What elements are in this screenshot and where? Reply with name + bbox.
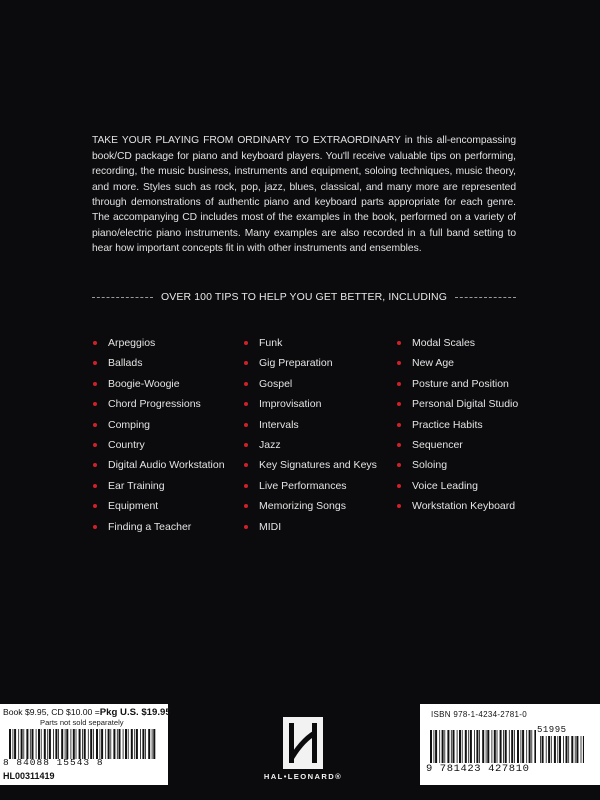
- price-line: [3, 707, 171, 718]
- bullet-icon: [244, 361, 248, 365]
- topic-label: Equipment: [108, 500, 159, 513]
- topic-item: [93, 394, 225, 414]
- isbn-digits: 9 781423 427810: [426, 763, 530, 775]
- bullet-icon: [93, 463, 97, 467]
- topic-label: Gig Preparation: [259, 357, 333, 370]
- topic-item: [93, 333, 225, 353]
- topic-label: Country: [108, 438, 145, 451]
- topic-item: [397, 476, 518, 496]
- publisher-logo: [260, 717, 346, 787]
- price-prefix: Book $9.95, CD $10.00 =: [3, 707, 100, 717]
- bullet-icon: [93, 423, 97, 427]
- topic-column-2: [244, 333, 377, 537]
- topic-label: Sequencer: [412, 438, 463, 451]
- topic-item: [244, 455, 377, 475]
- topic-label: Arpeggios: [108, 337, 156, 349]
- topic-column-1: [93, 333, 225, 537]
- topic-item: [244, 353, 377, 373]
- topic-label: Memorizing Songs: [259, 500, 346, 513]
- topic-item: [244, 333, 377, 353]
- topic-item: [93, 374, 225, 394]
- topic-item: [244, 435, 377, 455]
- divider-dash-left: [92, 297, 153, 298]
- topic-label: Posture and Position: [412, 377, 509, 390]
- topic-label: Personal Digital Studio: [412, 398, 519, 411]
- topic-item: [397, 353, 518, 373]
- isbn-addon-barcode: [540, 736, 584, 763]
- bullet-icon: [93, 361, 97, 365]
- topic-label: MIDI: [259, 520, 282, 533]
- topic-item: [244, 496, 377, 516]
- bullet-icon: [93, 443, 97, 447]
- upc-digits: 8 84088 15543 8: [3, 757, 104, 768]
- topic-label: Gospel: [259, 377, 293, 390]
- tips-heading: OVER 100 TIPS TO HELP YOU GET BETTER, INCLUDING: [161, 291, 447, 303]
- topic-item: [397, 496, 518, 516]
- topic-label: Finding a Teacher: [108, 520, 192, 533]
- topic-item: [93, 517, 225, 537]
- bullet-icon: [93, 382, 97, 386]
- topic-label: Digital Audio Workstation: [108, 459, 225, 472]
- topic-item: [93, 415, 225, 435]
- divider-dash-right: [455, 297, 516, 298]
- topic-item: [397, 455, 518, 475]
- bullet-icon: [93, 525, 97, 529]
- intro-paragraph: TAKE YOUR PLAYING FROM ORDINARY TO EXTRAORDINARY in this all-encompassing book/CD package for piano and keyboard players. You'll receive valuable tips on performing, recording, the music business, instruments and equipment, soloing techniques, music theory, and more. Styles such as rock, pop, jazz, blues, classical, and many more are represented through demonstrations of authentic piano and keyboard parts appropriate for each genre. The accompanying CD includes most of the examples in the book, performed on a variety of piano/electric piano instruments. Many examples are also recorded in a full band setting to hear how important concepts fit in with other instruments and ensembles.: [92, 135, 516, 255]
- bullet-icon: [244, 402, 248, 406]
- logo-text: HAL•LEONARD®: [263, 772, 343, 781]
- topic-item: [244, 374, 377, 394]
- topic-label: New Age: [412, 357, 455, 370]
- bullet-icon: [397, 504, 401, 508]
- topic-item: [244, 415, 377, 435]
- topic-label: Jazz: [259, 438, 281, 451]
- bullet-icon: [244, 382, 248, 386]
- topic-item: [397, 435, 518, 455]
- tips-divider: [92, 291, 516, 303]
- topic-item: [244, 476, 377, 496]
- topic-label: Practice Habits: [412, 418, 483, 431]
- topic-item: [397, 415, 518, 435]
- bullet-icon: [93, 402, 97, 406]
- price-note: Parts not sold separately: [40, 718, 124, 727]
- topic-item: [93, 476, 225, 496]
- bullet-icon: [93, 484, 97, 488]
- price-box: [0, 704, 171, 785]
- topic-item: [93, 353, 225, 373]
- topic-item: [397, 374, 518, 394]
- topic-label: Improvisation: [259, 398, 322, 411]
- topic-item: [93, 435, 225, 455]
- bullet-icon: [397, 341, 401, 345]
- bullet-icon: [397, 484, 401, 488]
- topic-label: Workstation Keyboard: [412, 500, 516, 513]
- upc-barcode: [9, 729, 157, 759]
- bullet-icon: [397, 361, 401, 365]
- isbn-addon-number: 51995: [537, 725, 567, 735]
- topic-item: [244, 517, 377, 537]
- product-code: HL00311419: [3, 771, 55, 781]
- bullet-icon: [244, 525, 248, 529]
- bullet-icon: [397, 463, 401, 467]
- topic-label: Ear Training: [108, 479, 165, 492]
- bullet-icon: [93, 504, 97, 508]
- topic-item: [93, 496, 225, 516]
- bullet-icon: [244, 484, 248, 488]
- topic-label: Funk: [259, 337, 283, 349]
- bullet-icon: [397, 402, 401, 406]
- topic-item: [244, 394, 377, 414]
- topic-label: Boogie-Woogie: [108, 377, 180, 390]
- bullet-icon: [244, 443, 248, 447]
- bullet-icon: [93, 341, 97, 345]
- bullet-icon: [397, 443, 401, 447]
- topic-column-3: [397, 333, 518, 517]
- bullet-icon: [244, 504, 248, 508]
- topic-label: Ballads: [108, 357, 143, 370]
- topic-label: Modal Scales: [412, 337, 476, 349]
- bullet-icon: [244, 463, 248, 467]
- topic-label: Voice Leading: [412, 479, 478, 492]
- topic-label: Key Signatures and Keys: [259, 459, 377, 472]
- topic-item: [93, 455, 225, 475]
- topic-label: Live Performances: [259, 479, 347, 492]
- hal-leonard-logo-icon: [283, 717, 323, 769]
- bullet-icon: [397, 382, 401, 386]
- topic-label: Soloing: [412, 459, 448, 472]
- isbn-barcode: [430, 730, 536, 763]
- topic-item: [397, 333, 518, 353]
- isbn-box: [420, 704, 600, 785]
- topic-label: Chord Progressions: [108, 398, 201, 411]
- topic-label: Intervals: [259, 418, 299, 431]
- price-total: Pkg U.S. $19.95: [99, 707, 171, 718]
- bullet-icon: [244, 423, 248, 427]
- topic-item: [397, 394, 518, 414]
- isbn-text: ISBN 978-1-4234-2781-0: [431, 710, 527, 719]
- bullet-icon: [397, 423, 401, 427]
- bullet-icon: [244, 341, 248, 345]
- topic-label: Comping: [108, 418, 151, 431]
